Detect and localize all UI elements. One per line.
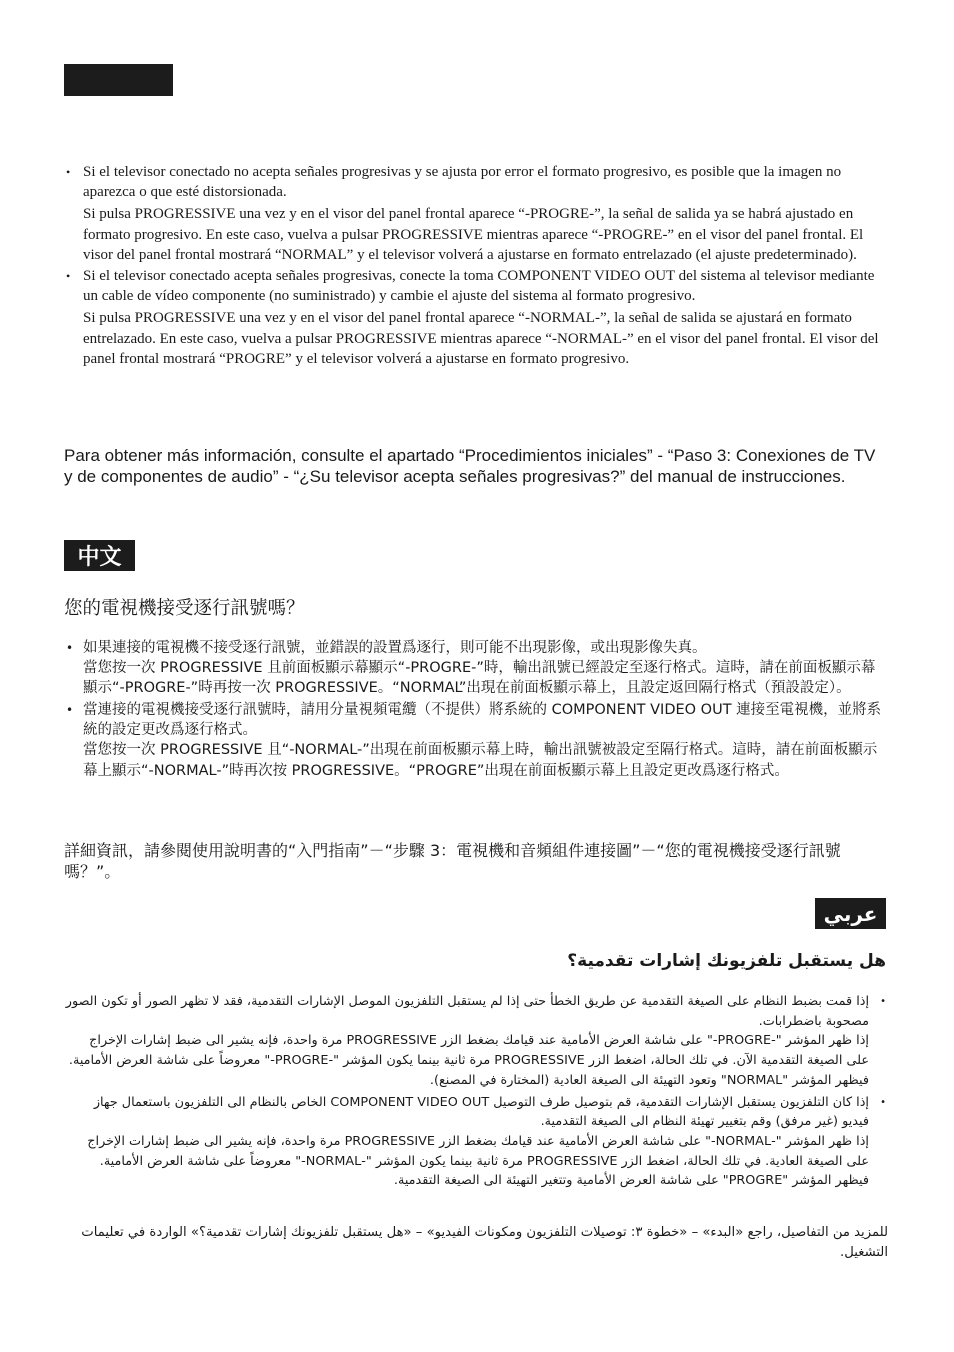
- bullet-text: Si el televisor conectado acepta señales progresivas, conecte la toma COMPONENT VIDEO OUT del sistema al televisor mediante un cable de vídeo componente (no suministrado) y cambie el ajuste del sistema al formato progresivo.: [83, 268, 875, 305]
- bullet-icon: •: [66, 269, 71, 284]
- arabic-bullet-list: [64, 992, 888, 1193]
- spanish-section-tab: [64, 64, 173, 96]
- note-text: للمزيد من التفاصيل، راجع «البدء» – «خطوة ٣: توصيلات التلفزيون ومكونات الفيديو» – «هل يستقبل تلفزيونك إشارات تقدمية؟» الواردة في تعليمات التشغيل.: [81, 1225, 888, 1260]
- note-text: Para obtener más información, consulte el apartado “Procedimientos iniciales” - “Paso 3: Conexiones de TV y de componentes de audio” - “¿Su televisor acepta señales progresivas?” del manual de instrucciones.: [64, 446, 876, 486]
- bullet-icon: •: [880, 1096, 886, 1108]
- bullet-followup: Si pulsa PROGRESSIVE una vez y en el visor del panel frontal aparece “-NORMAL-”, la señal de salida se ajustará en formato entrelazado. En este caso, vuelva a pulsar PROGRESSIVE mientras aparece “-NORMAL-” en el visor del panel frontal. El visor del panel frontal mostrará “PROGRE” y el televisor volverá a ajustarse en formato progresivo.: [83, 310, 879, 367]
- list-item: [64, 1093, 888, 1192]
- bullet-followup: 當您按一次 PROGRESSIVE 且“-NORMAL-”出現在前面板顯示幕上時，輸出訊號被設定至隔行格式。這時，請在前面板顯示幕上顯示“-NORMAL-”時再次按 PROGRESSIVE。“PROGRE”出現在前面板顯示幕上且設定更改爲逐行格式。: [83, 742, 878, 779]
- bullet-followup: إذا ظهر المؤشر "-NORMAL-" على شاشة العرض الأمامية عند قيامك بضغط الزر PROGRESSIVE مرة واحدة، فإنه يشير الى ضبط إشارات الإخراج على الصيغة العادية. في تلك الحالة، اضغط الزر PROGRESSIVE مرة ثانية بينما يكون المؤشر "-NORMAL-" معروضاً على شاشة العرض الأمامية. فيظهر المؤشر "PROGRE" على شاشة العرض الأمامية وتتغير التهيئة الى الصيغة التقدمية.: [87, 1133, 869, 1189]
- bullet-text: إذا كان التلفزيون يستقبل الإشارات التقدمية، قم بتوصيل طرف التوصيل COMPONENT VIDEO OUT الخاص بالنظام الى التلفزيون باستعمال جهاز فيديو (غير مرفق) وقم بتغيير تهيئة النظام الى الصيغة التقدمية.: [93, 1094, 869, 1130]
- arabic-section-tab: عربي: [815, 898, 886, 929]
- spanish-bullet-list: [64, 162, 888, 370]
- chinese-bullet-list: [64, 638, 888, 783]
- list-item: [64, 992, 888, 1091]
- list-item: [64, 162, 888, 265]
- spanish-reference-note: [64, 446, 888, 487]
- chinese-section-tab: 中文: [64, 540, 135, 571]
- bullet-icon: •: [66, 703, 74, 718]
- arabic-section-heading: هل يستقبل تلفزيونك إشارات تقدمية؟: [567, 951, 886, 971]
- bullet-text: إذا قمت بضبط النظام على الصيغة التقدمية عن طريق الخطأ حتى إذا لم يستقبل التلفزيون الموصل الإشارات التقدمية، فقد لا تظهر الصور أو تكون الصور مصحوبة باضطرابات.: [65, 994, 869, 1029]
- bullet-text: 當連接的電視機接受逐行訊號時，請用分量視頻電纜（不提供）將系統的 COMPONENT VIDEO OUT 連接至電視機，並將系統的設定更改爲逐行格式。: [83, 702, 882, 739]
- bullet-text: Si el televisor conectado no acepta señales progresivas y se ajusta por error el formato progresivo, es posible que la imagen no aparezca o que esté distorsionada.: [83, 164, 842, 201]
- list-item: [64, 266, 888, 369]
- bullet-text: 如果連接的電視機不接受逐行訊號，並錯誤的設置爲逐行，則可能不出現影像，或出現影像失真。: [83, 640, 707, 656]
- chinese-section-heading: 您的電視機接受逐行訊號嗎？: [64, 598, 305, 619]
- bullet-followup: إذا ظهر المؤشر "-PROGRE-" على شاشة العرض الأمامية عند قيامك بضغط الزر PROGRESSIVE مرة واحدة، فإنه يشير الى ضبط إشارات الإخراج على الصيغة التقدمية الآن. في تلك الحالة، اضغط الزر PROGRESSIVE مرة ثانية بينما يكون المؤشر "-PROGRE-" معروضاً على شاشة العرض الأمامية. فيظهر المؤشر "NORMAL" وتعود التهيئة الى الصيغة العادية (المختارة في المصنع).: [68, 1033, 869, 1088]
- list-item: [64, 638, 888, 698]
- bullet-icon: •: [66, 641, 74, 655]
- arabic-reference-note: [64, 1223, 888, 1263]
- note-text: 詳細資訊，請參閱使用說明書的“入門指南”－“步驟 3：電視機和音頻組件連接圖”－“您的電視機接受逐行訊號嗎？”。: [64, 841, 841, 881]
- chinese-reference-note: [64, 840, 888, 882]
- bullet-icon: •: [66, 165, 71, 179]
- bullet-followup: 當您按一次 PROGRESSIVE 且前面板顯示幕顯示“-PROGRE-”時，輸出訊號已經設定至逐行格式。這時，請在前面板顯示幕顯示“-PROGRE-”時再按一次 PROGRESSIVE。“NORMAL”出現在前面板顯示幕上，且設定返回隔行格式（預設設定）。: [83, 660, 876, 697]
- bullet-followup: Si pulsa PROGRESSIVE una vez y en el visor del panel frontal aparece “-PROGRE-”, la señal de salida ya se habrá ajustado en formato progresivo. En este caso, vuelva a pulsar PROGRESSIVE mientras aparece “-PROGRE-” en el visor del panel frontal. El visor del panel frontal mostrará “NORMAL” y el televisor volverá a ajustarse en formato entrelazado (el ajuste predeterminado).: [83, 206, 864, 263]
- bullet-icon: •: [880, 996, 886, 1007]
- list-item: [64, 700, 888, 780]
